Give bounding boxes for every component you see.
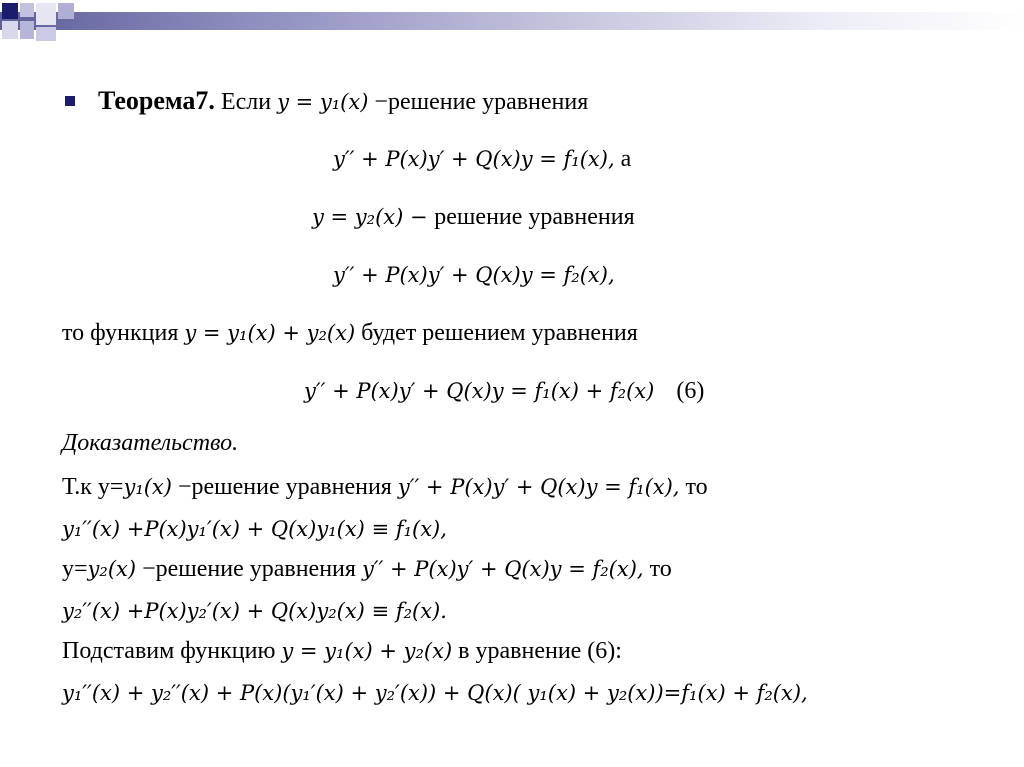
theorem-line <box>98 86 588 117</box>
deco-square <box>2 3 18 19</box>
proof-formula: y₂(x) <box>87 557 137 581</box>
formula-y2: y = y₂(x) − <box>312 205 435 229</box>
conclusion-formula: y = y₁(x) + y₂(x) <box>184 321 356 345</box>
theorem-label: Теорема7. <box>98 86 215 115</box>
proof-line-6 <box>62 678 808 708</box>
conclusion-b: будет решением уравнения <box>355 320 638 346</box>
bullet-icon <box>65 96 75 106</box>
proof-formula: y′′ + P(x)y′ + Q(x)y = f₂(x), <box>361 557 644 581</box>
eq2-formula: y′′ + P(x)y′ + Q(x)y = f₂(x), <box>333 263 615 287</box>
proof-text: y= <box>62 556 88 582</box>
equation-6 <box>304 376 704 406</box>
conclusion-line <box>62 318 638 348</box>
proof-text: Подставим функцию <box>62 638 282 664</box>
conclusion-a: то функция <box>62 320 185 346</box>
deco-square <box>58 3 74 19</box>
proof-line-5 <box>62 636 622 666</box>
header-band <box>0 12 1024 30</box>
deco-square <box>20 3 34 17</box>
proof-line-2 <box>62 514 447 544</box>
equation-1 <box>333 144 631 174</box>
proof-formula: y₁′′(x) +P(x)y₁′(x) + Q(x)y₁(x) ≡ f₁(x), <box>62 517 447 541</box>
proof-text: то <box>679 474 708 500</box>
eq6-label: (6) <box>676 378 705 404</box>
theorem-intro: Если <box>214 89 278 115</box>
proof-formula: y₂′′(x) +P(x)y₂′(x) + Q(x)y₂(x) ≡ f₂(x). <box>62 599 447 623</box>
deco-square <box>2 21 18 39</box>
deco-square <box>36 27 56 41</box>
deco-square <box>36 3 56 25</box>
eq1-tail: а <box>614 146 632 172</box>
proof-formula: y = y₁(x) + y₂(x) <box>281 639 453 663</box>
proof-text: Т.к y= <box>62 474 124 500</box>
proof-line-1 <box>62 472 708 502</box>
eq1-formula: y′′ + P(x)y′ + Q(x)y = f₁(x), <box>333 147 615 171</box>
proof-text: в уравнение (6): <box>452 638 622 664</box>
y2-tail: решение уравнения <box>434 204 635 230</box>
proof-heading: Доказательство. <box>62 430 239 456</box>
theorem-intro-tail: −решение уравнения <box>368 89 589 115</box>
deco-square <box>20 21 34 39</box>
proof-line-3 <box>62 554 672 584</box>
proof-line-4 <box>62 596 447 626</box>
proof-formula: y₁(x) <box>123 475 172 499</box>
proof-formula: y′′ + P(x)y′ + Q(x)y = f₁(x), <box>397 475 680 499</box>
eq6-formula: y′′ + P(x)y′ + Q(x)y = f₁(x) + f₂(x) <box>304 379 655 403</box>
proof-text: то <box>643 556 672 582</box>
equation-2 <box>333 260 615 290</box>
proof-text: −решение уравнения <box>136 556 362 582</box>
proof-formula: y₁′′(x) + y₂′′(x) + P(x)(y₁′(x) + y₂′(x)) + Q(x)( y₁(x) + y₂(x))=f₁(x) + f₂(x), <box>62 681 808 705</box>
proof-text: −решение уравнения <box>171 474 398 500</box>
formula-y1: y = y₁(x) <box>277 90 369 114</box>
y2-definition <box>312 202 635 232</box>
